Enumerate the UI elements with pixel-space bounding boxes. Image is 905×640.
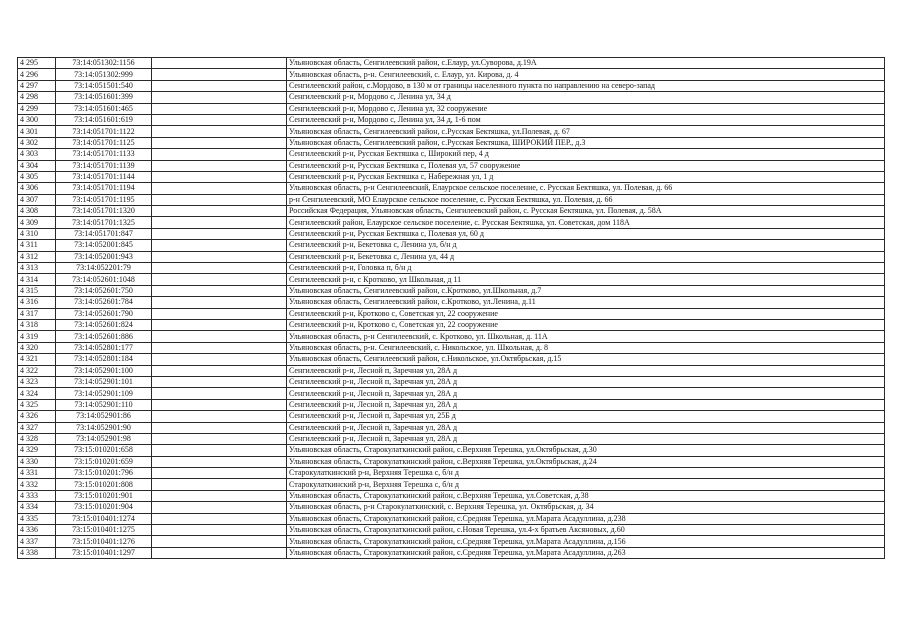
empty-cell	[152, 468, 287, 479]
table-row	[18, 80, 885, 91]
cadastral-number-cell: 73:14:052901:101	[56, 376, 152, 387]
row-number-cell: 4 323	[18, 376, 56, 387]
empty-cell	[152, 411, 287, 422]
cadastral-number-cell: 73:14:051701:1194	[56, 183, 152, 194]
row-number-cell: 4 305	[18, 171, 56, 182]
table-row	[18, 126, 885, 137]
table-row	[18, 399, 885, 410]
table-row	[18, 251, 885, 262]
cadastral-number-cell: 73:15:010401:1297	[56, 547, 152, 558]
address-cell: Ульяновская область, р-н. Сенгилеевский, с. Никольское, ул. Школьная, д. 8	[287, 342, 885, 353]
cadastral-number-cell: 73:14:052601:784	[56, 297, 152, 308]
empty-cell	[152, 103, 287, 114]
address-cell: Российская Федерация, Ульяновская область, Сенгилеевский район, с. Русская Бектяшка, ул. Полевая, д. 58А	[287, 206, 885, 217]
address-cell: Сенгилеевский р-н, Лесной п, Заречная ул, 28А д	[287, 433, 885, 444]
empty-cell	[152, 422, 287, 433]
registry-table-body	[18, 58, 885, 559]
empty-cell	[152, 58, 287, 69]
address-cell: Ульяновская область, р-н. Сенгилеевский, с. Елаур, ул. Кирова, д. 4	[287, 69, 885, 80]
address-cell: Ульяновская область, Сенгилеевский район, с.Елаур, ул.Суворова, д.19А	[287, 58, 885, 69]
empty-cell	[152, 240, 287, 251]
row-number-cell: 4 315	[18, 285, 56, 296]
address-cell: Ульяновская область, Старокулаткинский район, с.Средняя Терешка, ул.Марата Асадуллина, д.156	[287, 536, 885, 547]
cadastral-number-cell: 73:14:051601:399	[56, 92, 152, 103]
empty-cell	[152, 547, 287, 558]
address-cell: Ульяновская область, Сенгилеевский район, с.Никольское, ул.Октябрьская, д.15	[287, 354, 885, 365]
empty-cell	[152, 354, 287, 365]
empty-cell	[152, 365, 287, 376]
cadastral-number-cell: 73:14:052801:184	[56, 354, 152, 365]
table-row	[18, 285, 885, 296]
row-number-cell: 4 319	[18, 331, 56, 342]
table-row	[18, 536, 885, 547]
cadastral-number-cell: 73:15:010201:658	[56, 445, 152, 456]
address-cell: Сенгилеевский р-н, Лесной п, Заречная ул, 28А д	[287, 388, 885, 399]
table-row	[18, 137, 885, 148]
cadastral-number-cell: 73:14:051701:1325	[56, 217, 152, 228]
address-cell: Сенгилеевский р-н, Русская Бектяшка с, Широкий пер, 4 д	[287, 149, 885, 160]
empty-cell	[152, 160, 287, 171]
address-cell: Ульяновская область, р-н Сенгилеевский, с. Кротково, ул. Школьная, д. 11А	[287, 331, 885, 342]
empty-cell	[152, 490, 287, 501]
row-number-cell: 4 299	[18, 103, 56, 114]
table-row	[18, 58, 885, 69]
empty-cell	[152, 513, 287, 524]
cadastral-number-cell: 73:14:052601:886	[56, 331, 152, 342]
address-cell: Сенгилеевский район, с.Мордово, в 130 м от границы населенного пункта по направлению на северо-запад	[287, 80, 885, 91]
address-cell: Сенгилеевский р-н, Головка п, б/н д	[287, 263, 885, 274]
row-number-cell: 4 311	[18, 240, 56, 251]
table-row	[18, 228, 885, 239]
empty-cell	[152, 445, 287, 456]
empty-cell	[152, 308, 287, 319]
empty-cell	[152, 228, 287, 239]
empty-cell	[152, 126, 287, 137]
cadastral-number-cell: 73:15:010201:659	[56, 456, 152, 467]
empty-cell	[152, 319, 287, 330]
address-cell: Сенгилеевский р-н, Русская Бектяшка с, Полевая ул, 60 д	[287, 228, 885, 239]
table-row	[18, 490, 885, 501]
cadastral-number-cell: 73:15:010201:904	[56, 502, 152, 513]
row-number-cell: 4 321	[18, 354, 56, 365]
empty-cell	[152, 479, 287, 490]
cadastral-number-cell: 73:14:051701:1139	[56, 160, 152, 171]
row-number-cell: 4 304	[18, 160, 56, 171]
cadastral-number-cell: 73:14:051302:999	[56, 69, 152, 80]
table-row	[18, 331, 885, 342]
address-cell: Сенгилеевский р-н, Кротково с, Советская ул, 22 сооружение	[287, 308, 885, 319]
address-cell: Ульяновская область, Сенгилеевский район, с.Кротково, ул.Ленина, д.11	[287, 297, 885, 308]
empty-cell	[152, 297, 287, 308]
address-cell: р-н Сенгилеевский, МО Елаурское сельское поселение, с. Русская Бектяшка, ул. Полевая, д. 66	[287, 194, 885, 205]
row-number-cell: 4 301	[18, 126, 56, 137]
cadastral-number-cell: 73:14:052901:98	[56, 433, 152, 444]
cadastral-number-cell: 73:14:052601:1048	[56, 274, 152, 285]
cadastral-number-cell: 73:14:051701:1125	[56, 137, 152, 148]
table-row	[18, 149, 885, 160]
empty-cell	[152, 194, 287, 205]
table-row	[18, 69, 885, 80]
cadastral-number-cell: 73:14:052901:90	[56, 422, 152, 433]
table-row	[18, 502, 885, 513]
row-number-cell: 4 302	[18, 137, 56, 148]
table-row	[18, 92, 885, 103]
row-number-cell: 4 308	[18, 206, 56, 217]
address-cell: Сенгилеевский р-н, Бекетовка с, Ленина ул, 44 д	[287, 251, 885, 262]
address-cell: Старокулаткинский р-н, Верхняя Терешка с, б/н д	[287, 479, 885, 490]
row-number-cell: 4 334	[18, 502, 56, 513]
address-cell: Ульяновская область, Сенгилеевский район, с.Русская Бектяшка, ШИРОКИЙ ПЕР., д.3	[287, 137, 885, 148]
address-cell: Ульяновская область, Старокулаткинский район, с.Средняя Терешка, ул.Марата Асадуллина, д.263	[287, 547, 885, 558]
table-row	[18, 183, 885, 194]
table-row	[18, 354, 885, 365]
table-row	[18, 274, 885, 285]
cadastral-number-cell: 73:14:051302:1156	[56, 58, 152, 69]
cadastral-number-cell: 73:14:051601:619	[56, 114, 152, 125]
address-cell: Сенгилеевский р-н, Лесной п, Заречная ул, 25Б д	[287, 411, 885, 422]
row-number-cell: 4 316	[18, 297, 56, 308]
table-row	[18, 411, 885, 422]
empty-cell	[152, 433, 287, 444]
row-number-cell: 4 327	[18, 422, 56, 433]
address-cell: Старокулаткинский р-н, Верхняя Терешка с, б/н д	[287, 468, 885, 479]
cadastral-number-cell: 73:15:010201:901	[56, 490, 152, 501]
table-row	[18, 525, 885, 536]
empty-cell	[152, 183, 287, 194]
cadastral-number-cell: 73:14:051701:1320	[56, 206, 152, 217]
empty-cell	[152, 69, 287, 80]
table-row	[18, 297, 885, 308]
row-number-cell: 4 338	[18, 547, 56, 558]
empty-cell	[152, 114, 287, 125]
address-cell: Ульяновская область, Старокулаткинский район, с.Средняя Терешка, ул.Марата Асадуллина, д.238	[287, 513, 885, 524]
table-row	[18, 194, 885, 205]
cadastral-number-cell: 73:15:010201:796	[56, 468, 152, 479]
cadastral-number-cell: 73:14:052801:177	[56, 342, 152, 353]
row-number-cell: 4 300	[18, 114, 56, 125]
table-row	[18, 547, 885, 558]
cadastral-number-cell: 73:14:051701:1133	[56, 149, 152, 160]
row-number-cell: 4 328	[18, 433, 56, 444]
cadastral-number-cell: 73:14:052901:100	[56, 365, 152, 376]
row-number-cell: 4 335	[18, 513, 56, 524]
row-number-cell: 4 320	[18, 342, 56, 353]
row-number-cell: 4 297	[18, 80, 56, 91]
row-number-cell: 4 309	[18, 217, 56, 228]
row-number-cell: 4 322	[18, 365, 56, 376]
table-row	[18, 479, 885, 490]
address-cell: Сенгилеевский р-н, Лесной п, Заречная ул, 28А д	[287, 365, 885, 376]
cadastral-number-cell: 73:14:052001:845	[56, 240, 152, 251]
row-number-cell: 4 326	[18, 411, 56, 422]
row-number-cell: 4 318	[18, 319, 56, 330]
address-cell: Сенгилеевский р-н, Мордово с, Ленина ул, 32 сооружение	[287, 103, 885, 114]
property-registry-table	[17, 57, 885, 559]
table-row	[18, 342, 885, 353]
empty-cell	[152, 285, 287, 296]
row-number-cell: 4 336	[18, 525, 56, 536]
empty-cell	[152, 456, 287, 467]
address-cell: Ульяновская область, Старокулаткинский район, с.Новая Терешка, ул.4-х братьев Аксяновых, д.60	[287, 525, 885, 536]
empty-cell	[152, 80, 287, 91]
table-row	[18, 388, 885, 399]
row-number-cell: 4 337	[18, 536, 56, 547]
address-cell: Сенгилеевский р-н, Лесной п, Заречная ул, 28А д	[287, 376, 885, 387]
table-row	[18, 103, 885, 114]
cadastral-number-cell: 73:15:010401:1276	[56, 536, 152, 547]
empty-cell	[152, 525, 287, 536]
table-row	[18, 263, 885, 274]
cadastral-number-cell: 73:15:010401:1275	[56, 525, 152, 536]
empty-cell	[152, 502, 287, 513]
table-row	[18, 513, 885, 524]
row-number-cell: 4 332	[18, 479, 56, 490]
table-row	[18, 433, 885, 444]
row-number-cell: 4 298	[18, 92, 56, 103]
cadastral-number-cell: 73:14:051701:1195	[56, 194, 152, 205]
table-row	[18, 240, 885, 251]
row-number-cell: 4 313	[18, 263, 56, 274]
address-cell: Ульяновская область, Старокулаткинский район, с.Верхняя Терешка, ул.Октябрьская, д.24	[287, 456, 885, 467]
table-row	[18, 171, 885, 182]
row-number-cell: 4 295	[18, 58, 56, 69]
empty-cell	[152, 263, 287, 274]
table-row	[18, 365, 885, 376]
cadastral-number-cell: 73:14:052601:750	[56, 285, 152, 296]
address-cell: Сенгилеевский район, Елаурское сельское поселение, с. Русская Бектяшка, ул. Советская, дом 118А	[287, 217, 885, 228]
row-number-cell: 4 333	[18, 490, 56, 501]
table-row	[18, 456, 885, 467]
address-cell: Сенгилеевский р-н, Лесной п, Заречная ул, 28А д	[287, 399, 885, 410]
row-number-cell: 4 310	[18, 228, 56, 239]
cadastral-number-cell: 73:15:010401:1274	[56, 513, 152, 524]
cadastral-number-cell: 73:14:052201:79	[56, 263, 152, 274]
address-cell: Ульяновская область, Старокулаткинский район, с.Верхняя Терешка, ул.Октябрьская, д.30	[287, 445, 885, 456]
cadastral-number-cell: 73:14:051701:847	[56, 228, 152, 239]
table-row	[18, 206, 885, 217]
table-row	[18, 445, 885, 456]
empty-cell	[152, 137, 287, 148]
row-number-cell: 4 306	[18, 183, 56, 194]
empty-cell	[152, 274, 287, 285]
row-number-cell: 4 331	[18, 468, 56, 479]
empty-cell	[152, 92, 287, 103]
address-cell: Ульяновская область, р-н Старокулаткинский, с. Верхняя Терешка, ул. Октябрьская, д. 34	[287, 502, 885, 513]
address-cell: Ульяновская область, Сенгилеевский район, с.Кротково, ул.Школьная, д.7	[287, 285, 885, 296]
cadastral-number-cell: 73:14:052901:110	[56, 399, 152, 410]
cadastral-number-cell: 73:14:052901:109	[56, 388, 152, 399]
row-number-cell: 4 329	[18, 445, 56, 456]
empty-cell	[152, 331, 287, 342]
row-number-cell: 4 303	[18, 149, 56, 160]
row-number-cell: 4 307	[18, 194, 56, 205]
row-number-cell: 4 325	[18, 399, 56, 410]
cadastral-number-cell: 73:14:051501:540	[56, 80, 152, 91]
empty-cell	[152, 171, 287, 182]
cadastral-number-cell: 73:14:052901:86	[56, 411, 152, 422]
cadastral-number-cell: 73:14:051701:1144	[56, 171, 152, 182]
empty-cell	[152, 536, 287, 547]
row-number-cell: 4 312	[18, 251, 56, 262]
address-cell: Сенгилеевский р-н, Русская Бектяшка с, Набережная ул, 1 д	[287, 171, 885, 182]
empty-cell	[152, 251, 287, 262]
row-number-cell: 4 330	[18, 456, 56, 467]
row-number-cell: 4 324	[18, 388, 56, 399]
address-cell: Сенгилеевский р-н, Лесной п, Заречная ул, 28А д	[287, 422, 885, 433]
table-row	[18, 422, 885, 433]
empty-cell	[152, 217, 287, 228]
empty-cell	[152, 376, 287, 387]
empty-cell	[152, 149, 287, 160]
empty-cell	[152, 342, 287, 353]
address-cell: Ульяновская область, р-н Сенгилеевский, Елаурское сельское поселение, с. Русская Бектяшка, ул. Полевая, д. 66	[287, 183, 885, 194]
cadastral-number-cell: 73:14:052601:824	[56, 319, 152, 330]
table-row	[18, 376, 885, 387]
table-row	[18, 319, 885, 330]
table-row	[18, 160, 885, 171]
empty-cell	[152, 206, 287, 217]
table-row	[18, 217, 885, 228]
address-cell: Ульяновская область, Старокулаткинский район, с.Верхняя Терешка, ул.Советская, д.38	[287, 490, 885, 501]
address-cell: Сенгилеевский р-н, Русская Бектяшка с, Полевая ул, 57 сооружение	[287, 160, 885, 171]
row-number-cell: 4 317	[18, 308, 56, 319]
row-number-cell: 4 296	[18, 69, 56, 80]
address-cell: Ульяновская область, Сенгилеевский район, с.Русская Бектяшка, ул.Полевая, д. 67	[287, 126, 885, 137]
empty-cell	[152, 399, 287, 410]
address-cell: Сенгилеевский р-н, Мордово с, Ленина ул, 34 д, 1-6 пом	[287, 114, 885, 125]
cadastral-number-cell: 73:15:010201:808	[56, 479, 152, 490]
cadastral-number-cell: 73:14:051601:465	[56, 103, 152, 114]
table-row	[18, 308, 885, 319]
empty-cell	[152, 388, 287, 399]
table-row	[18, 114, 885, 125]
cadastral-number-cell: 73:14:051701:1122	[56, 126, 152, 137]
row-number-cell: 4 314	[18, 274, 56, 285]
address-cell: Сенгилеевский р-н, Кротково с, Советская ул, 22 сооружение	[287, 319, 885, 330]
address-cell: Сенгилеевский р-н, с Кротково, ул Школьная, д 11	[287, 274, 885, 285]
cadastral-number-cell: 73:14:052001:943	[56, 251, 152, 262]
cadastral-number-cell: 73:14:052601:790	[56, 308, 152, 319]
address-cell: Сенгилеевский р-н, Мордово с, Ленина ул, 34 д	[287, 92, 885, 103]
table-row	[18, 468, 885, 479]
address-cell: Сенгилеевский р-н, Бекетовка с, Ленина ул, б/н д	[287, 240, 885, 251]
